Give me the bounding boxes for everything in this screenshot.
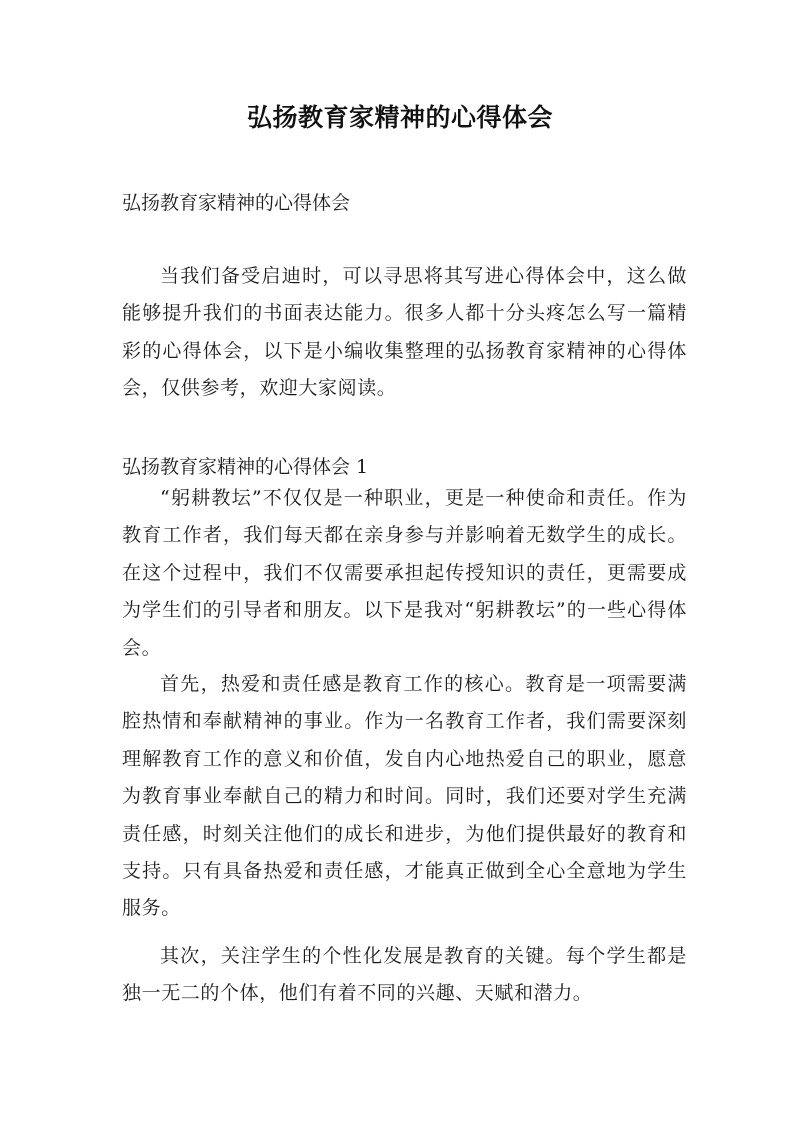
intro-paragraph: 当我们备受启迪时，可以寻思将其写进心得体会中，这么做能够提升我们的书面表达能力。很多人都十分头疼怎么写一篇精彩的心得体会，以下是小编收集整理的弘扬教育家精神的心得体会，仅供参考，欢迎大家阅读。 (122, 265, 687, 400)
section-heading: 弘扬教育家精神的心得体会 1 (122, 456, 369, 478)
body-paragraph-2: 首先，热爱和责任感是教育工作的核心。教育是一项需要满腔热情和奉献精神的事业。作为一名教育工作者，我们需要深刻理解教育工作的意义和价值，发自内心地热爱自己的职业，愿意为教育事业奉献自己的精力和时间。同时，我们还要对学生充满责任感，时刻关注他们的成长和进步，为他们提供最好的教育和支持。只有具备热爱和责任感，才能真正做到全心全意地为学生服务。 (122, 673, 687, 920)
body-paragraph-1: “躬耕教坛”不仅仅是一种职业，更是一种使命和责任。作为教育工作者，我们每天都在亲身参与并影响着无数学生的成长。在这个过程中，我们不仅需要承担起传授知识的责任，更需要成为学生们的引导者和朋友。以下是我对“躬耕教坛”的一些心得体会。 (122, 487, 687, 659)
document-title: 弘扬教育家精神的心得体会 (246, 103, 553, 132)
body-paragraph-3: 其次，关注学生的个性化发展是教育的关键。每个学生都是独一无二的个体，他们有着不同的兴趣、天赋和潜力。 (122, 945, 687, 1005)
document-subtitle: 弘扬教育家精神的心得体会 (122, 192, 351, 214)
